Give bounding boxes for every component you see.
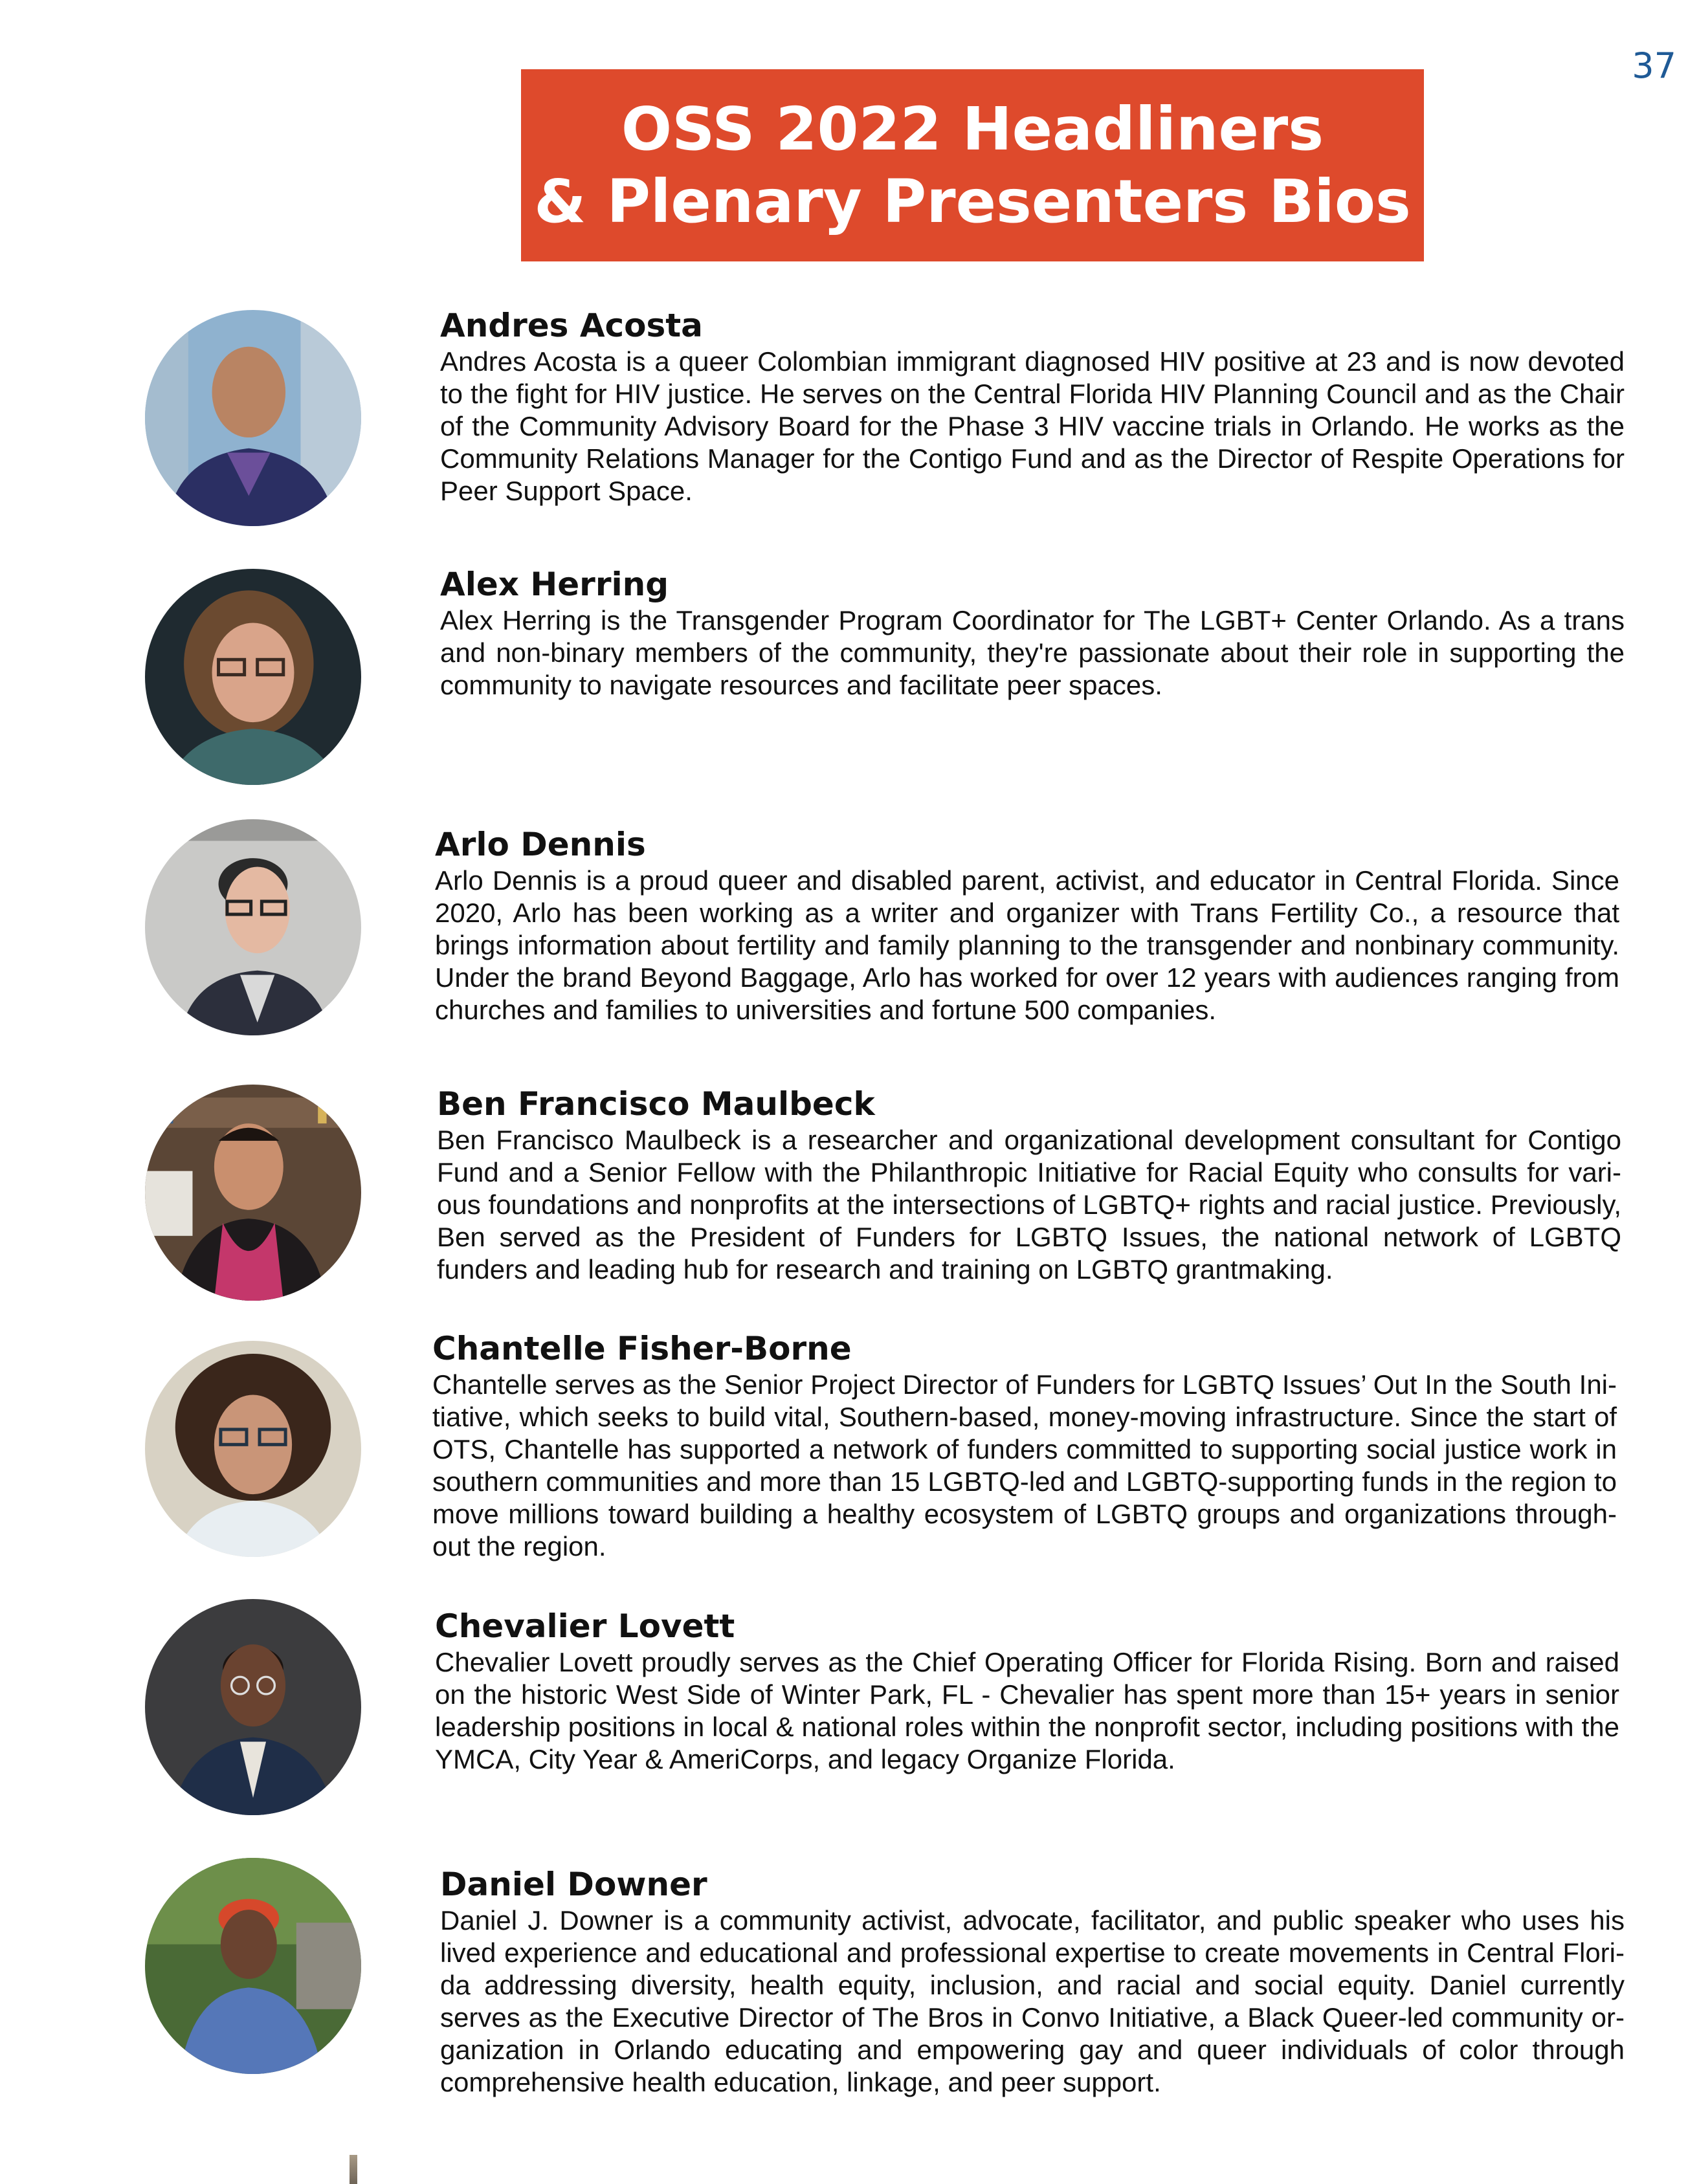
bio-name: Chantelle Fisher-Borne (432, 1330, 852, 1367)
bio-name: Arlo Dennis (435, 826, 646, 863)
bio-text: Arlo Dennis is a proud queer and disabled parent, activist, and educator in Central Florida. Since 2020, Arlo has been working as a writer and organizer with Trans Fertility Co., a resource that brings information about fertility and family planning to the transgender and nonbinary community. Under the brand Beyond Baggage, Arlo has worked for over 12 years with audiences ranging from churches and families to universities and fortune 500 companies. (435, 865, 1619, 1025)
bio-name: Chevalier Lovett (435, 1607, 735, 1645)
title-line-2: & Plenary Presenters Bios (534, 166, 1411, 236)
bio-name: Alex Herring (440, 566, 669, 603)
bio-text: Ben Francisco Maulbeck is a researcher and organizational development consultant for Contigo Fund and a Senior Fellow with the Philanthropic Initiative for Racial Equity who consults for vari-ous foundations and nonprofits at the intersections of LGBTQ+ rights and racial justice. Previously, Ben served as the President of Funders for LGBTQ Issues, the national network of LGBTQ funders and leading hub for research and training on LGBTQ grantmaking. (437, 1125, 1621, 1285)
title-line-1: OSS 2022 Headliners (621, 94, 1324, 164)
bio-text: Daniel J. Downer is a community activist, advocate, facilitator, and public speaker who uses his lived experience and educational and professional expertise to create movements in Central Flori-da addressing diversity, health equity, inclusion, and racial and social equity. Daniel currently serves as the Executive Director of The Bros in Convo Initiative, a Black Queer-led community or-ganization in Orlando educating and empowering gay and queer individuals of color through comprehensive health education, linkage, and peer support. (440, 1905, 1625, 2097)
avatar-photo (145, 819, 361, 1035)
bio-text: Chantelle serves as the Senior Project Director of Funders for LGBTQ Issues’ Out In the South Ini-tiative, which seeks to build vital, Southern-based, money-moving infrastructure. Since the start of OTS, Chantelle has supported a network of funders committed to supporting social justice work in southern communities and more than 15 LGBTQ-led and LGBTQ-supporting funds in the region to move millions toward building a healthy ecosystem of LGBTQ groups and organizations through-out the region. (432, 1369, 1617, 1561)
avatar-photo (145, 310, 361, 526)
bio-name: Daniel Downer (440, 1866, 707, 1903)
bio-text: Andres Acosta is a queer Colombian immigrant diagnosed HIV positive at 23 and is now devoted to the fight for HIV justice. He serves on the Central Florida HIV Planning Council and as the Chair of the Community Advisory Board for the Phase 3 HIV vaccine trials in Orlando. He works as the Community Relations Manager for the Contigo Fund and as the Director of Respite Operations for Peer Support Space. (440, 346, 1625, 506)
avatar-photo (145, 1599, 361, 1815)
avatar-photo (145, 1085, 361, 1301)
bio-text: Chevalier Lovett proudly serves as the Chief Operating Officer for Florida Rising. Born and raised on the historic West Side of Winter Park, FL - Chevalier has spent more than 15+ years in senior leadership positions in local & national roles within the nonprofit sector, including positions with the YMCA, City Year & AmeriCorps, and legacy Organize Florida. (435, 1647, 1619, 1774)
page-number: 37 (1632, 45, 1676, 86)
avatar-photo (145, 1858, 361, 2074)
avatar-photo (145, 1341, 361, 1557)
bio-name: Andres Acosta (440, 307, 703, 344)
bio-name: Ben Francisco Maulbeck (437, 1085, 875, 1123)
avatar-photo (145, 569, 361, 785)
image-fragment (350, 2155, 357, 2184)
bio-text: Alex Herring is the Transgender Program Coordinator for The LGBT+ Center Orlando. As a trans and non-binary members of the community, they're passionate about their role in supporting the community to navigate resources and facilitate peer spaces. (440, 605, 1625, 700)
